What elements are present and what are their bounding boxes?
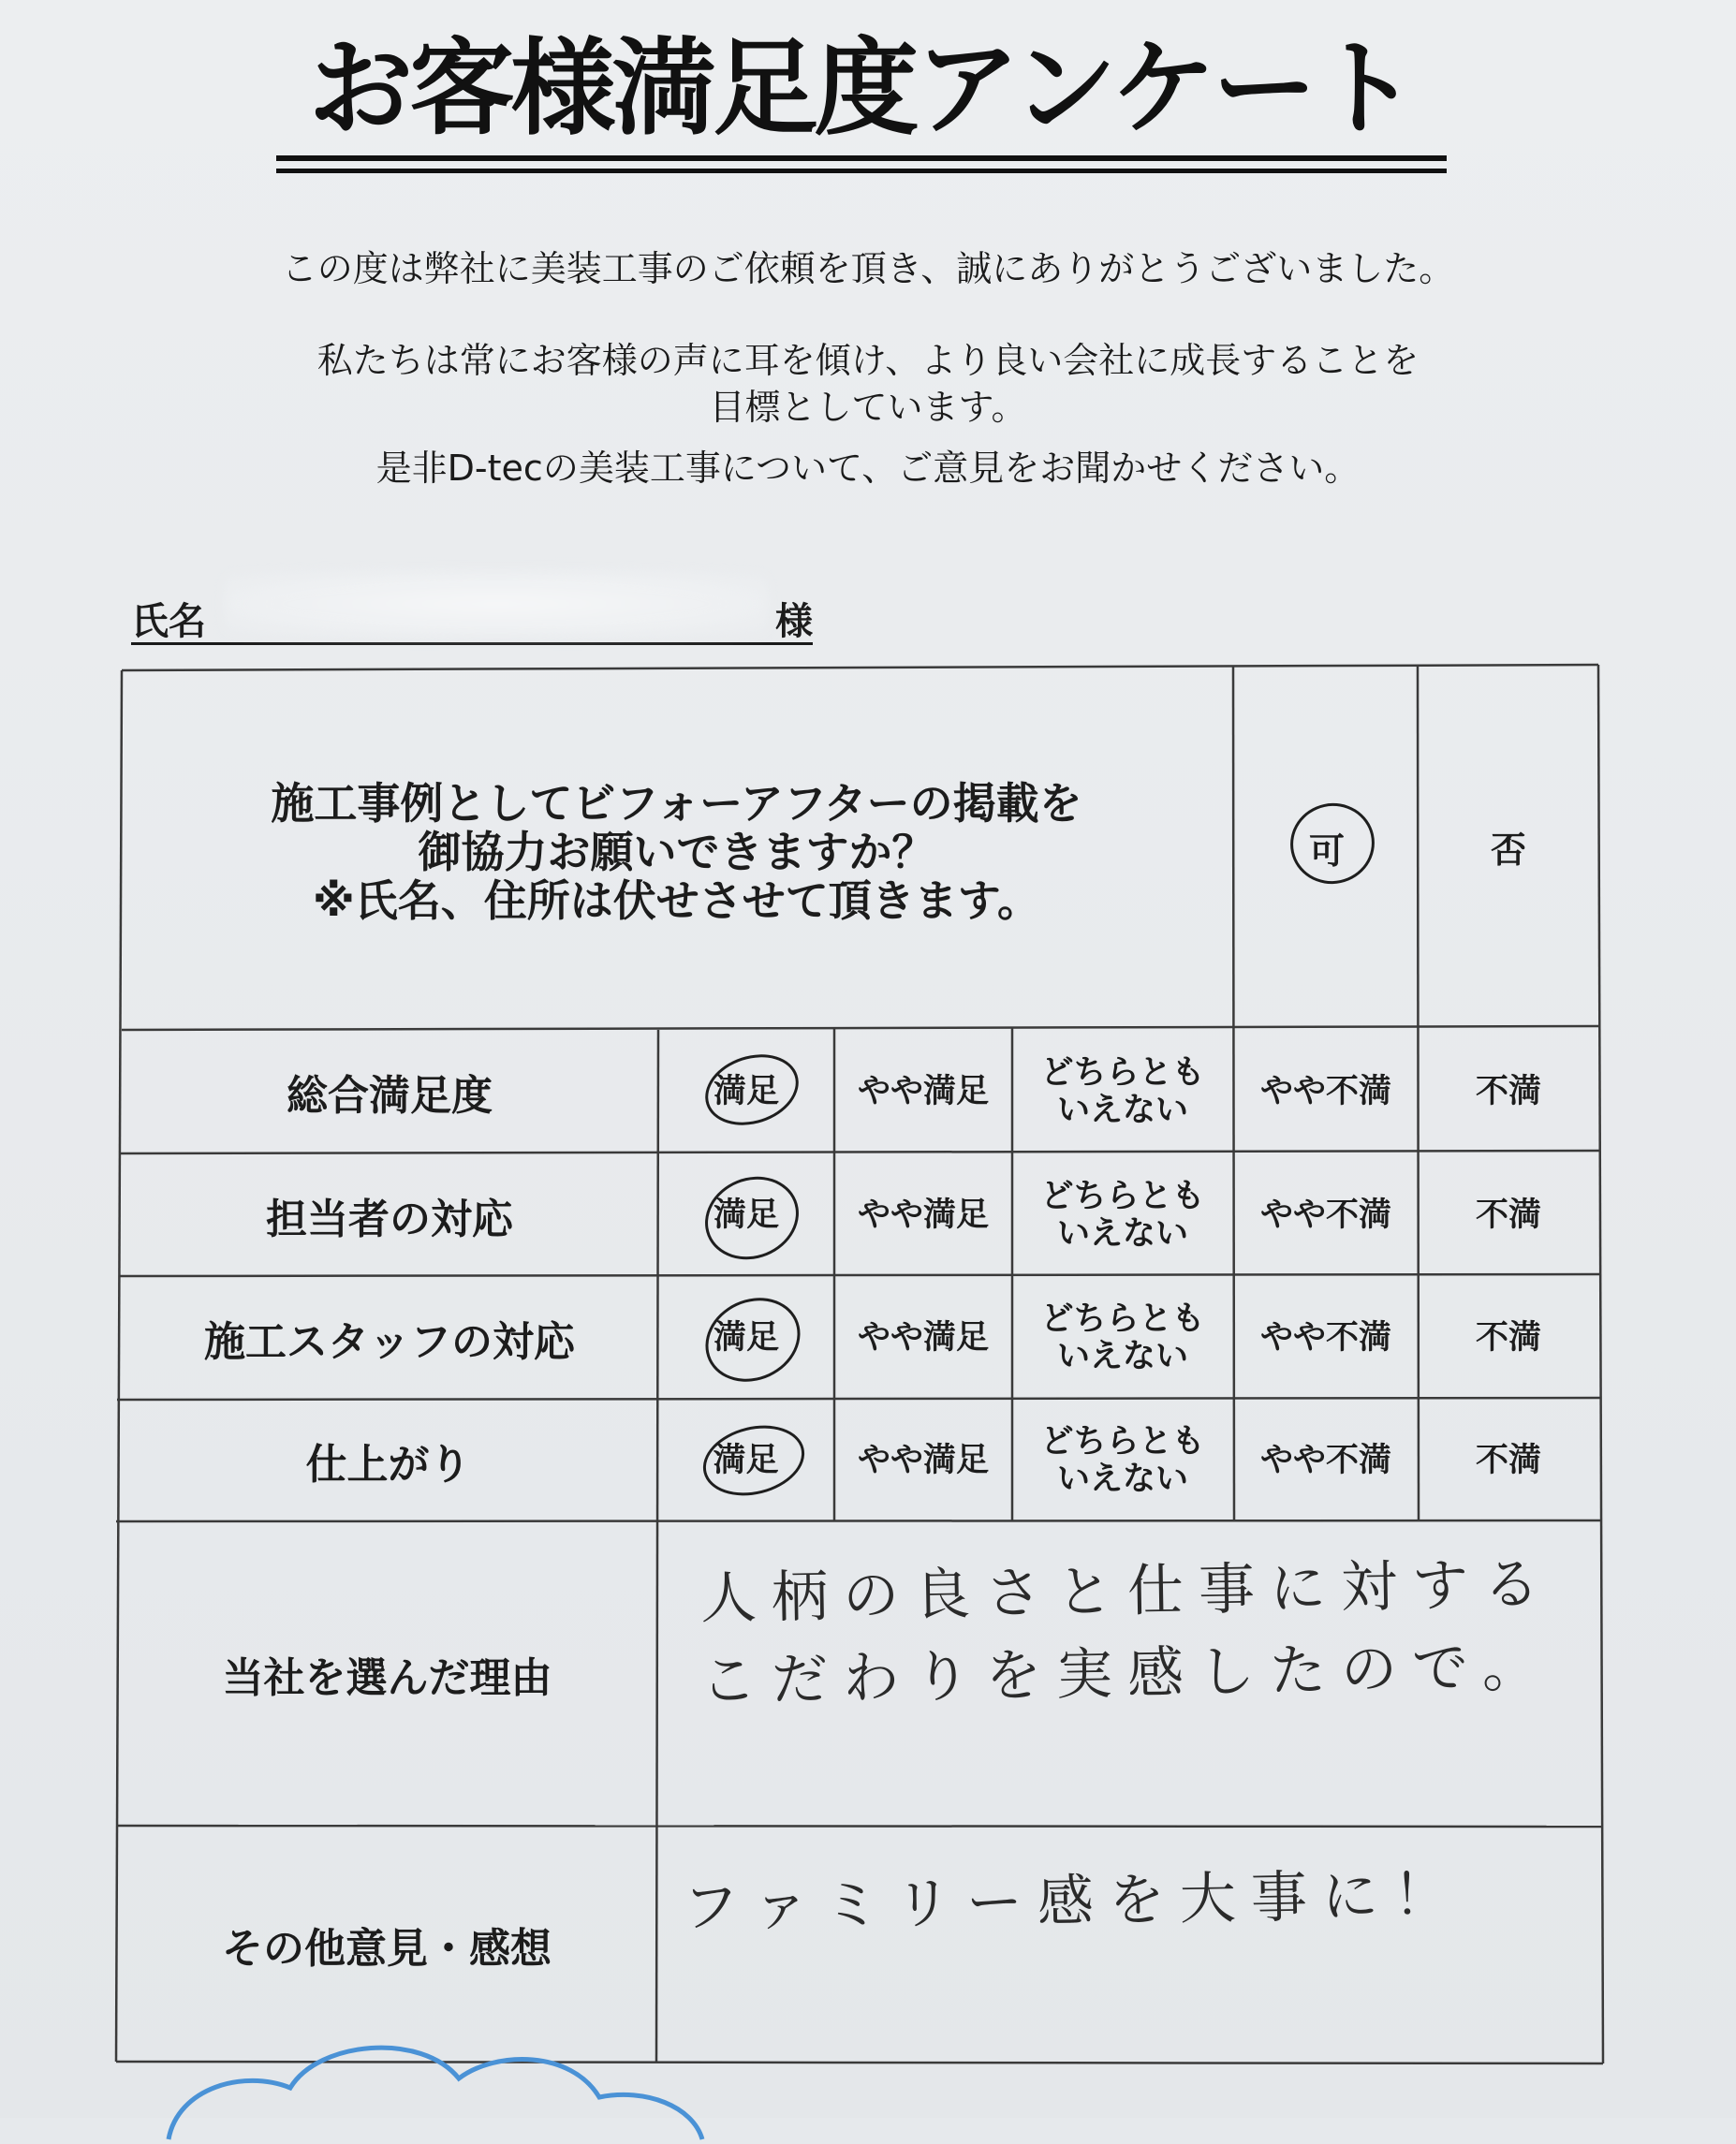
- rating-row-label: 施工スタッフの対応: [204, 1318, 575, 1366]
- rating-option-somewhat-dissatisfied[interactable]: やや不満: [1259, 1197, 1391, 1234]
- intro-line-2: 私たちは常にお客様の声に耳を傾け、より良い会社に成長することを: [316, 340, 1420, 381]
- publication-yes-label: 可: [1308, 830, 1345, 872]
- name-field[interactable]: [131, 590, 813, 645]
- neutral-label-line-1: どちらとも: [1040, 1178, 1205, 1215]
- rating-option-neutral[interactable]: [1013, 1401, 1232, 1520]
- rating-row-label: 総合満足度: [287, 1072, 493, 1120]
- reason-answer-line-2: こだわりを実感したので。: [699, 1634, 1554, 1714]
- publication-question: [126, 693, 1227, 1011]
- comments-answer-field[interactable]: [658, 1828, 1600, 2061]
- rating-option-somewhat-satisfied[interactable]: やや満足: [857, 1441, 989, 1479]
- neutral-label-line-2: いえない: [1056, 1338, 1188, 1375]
- publication-no-option[interactable]: [1420, 666, 1597, 1027]
- rating-row-label: 仕上がり: [305, 1440, 471, 1489]
- rating-option-somewhat-satisfied[interactable]: やや満足: [857, 1319, 989, 1357]
- publication-question-line-1: 施工事例としてビフォーアフターの掲載を: [271, 778, 1082, 829]
- neutral-label-line-1: どちらとも: [1040, 1054, 1205, 1092]
- neutral-label-line-2: いえない: [1056, 1092, 1188, 1129]
- rating-option-dissatisfied[interactable]: 不満: [1475, 1319, 1541, 1357]
- neutral-label-line-1: どちらとも: [1040, 1422, 1205, 1461]
- rating-option-satisfied[interactable]: 満足: [713, 1319, 779, 1357]
- rating-option-dissatisfied[interactable]: 不満: [1475, 1441, 1541, 1479]
- title-underline: [276, 155, 1447, 161]
- comments-answer: ファミリー感を大事に！: [682, 1861, 1465, 1942]
- rating-row-label: 担当者の対応: [266, 1196, 513, 1243]
- rating-option-neutral[interactable]: [1013, 1278, 1232, 1398]
- publication-question-line-3: ※氏名、住所は伏せさせて頂きます。: [312, 875, 1041, 926]
- publication-yes-option[interactable]: [1236, 667, 1418, 1028]
- rating-option-dissatisfied[interactable]: 不満: [1475, 1073, 1541, 1110]
- rating-option-somewhat-dissatisfied[interactable]: やや不満: [1259, 1319, 1391, 1357]
- rating-option-satisfied[interactable]: 満足: [713, 1073, 779, 1110]
- name-label: 氏名: [131, 600, 206, 643]
- rating-option-dissatisfied[interactable]: 不満: [1475, 1197, 1541, 1234]
- publication-no-label: 否: [1490, 829, 1526, 871]
- page-title: お客様満足度アンケート: [308, 28, 1415, 150]
- rating-option-somewhat-dissatisfied[interactable]: やや不満: [1259, 1073, 1391, 1110]
- intro-line-1: この度は弊社に美装工事のご依頼を頂き、誠にありがとうございました。: [281, 248, 1455, 289]
- reason-answer-field[interactable]: [658, 1524, 1599, 1824]
- cloud-decoration: [159, 2013, 721, 2144]
- neutral-label-line-1: どちらとも: [1040, 1300, 1205, 1338]
- name-suffix: 様: [775, 600, 813, 643]
- rating-option-satisfied[interactable]: 満足: [713, 1441, 779, 1479]
- title-block: [276, 28, 1447, 150]
- redacted-name: [225, 571, 768, 637]
- rating-option-somewhat-satisfied[interactable]: やや満足: [857, 1197, 989, 1234]
- reason-label: 当社を選んだ理由: [222, 1654, 552, 1702]
- publication-question-line-2: 御協力お願いできますか？: [418, 827, 935, 877]
- neutral-label-line-2: いえない: [1056, 1215, 1188, 1253]
- rating-option-somewhat-dissatisfied[interactable]: やや不満: [1259, 1441, 1391, 1479]
- intro-line-3: 目標としています。: [709, 387, 1027, 428]
- intro-line-4: 是非D-tecの美装工事について、ご意見をお聞かせください。: [375, 448, 1361, 489]
- reason-answer-line-1: 人柄の良さと仕事に対する: [699, 1551, 1555, 1632]
- rating-option-satisfied[interactable]: 満足: [713, 1197, 779, 1234]
- rating-option-neutral[interactable]: [1013, 1032, 1232, 1152]
- rating-option-somewhat-satisfied[interactable]: やや満足: [857, 1073, 989, 1110]
- rating-option-neutral[interactable]: [1013, 1155, 1232, 1275]
- neutral-label-line-2: いえない: [1056, 1460, 1188, 1498]
- comments-label: その他意見・感想: [222, 1925, 552, 1973]
- title-underline-second: [276, 169, 1447, 173]
